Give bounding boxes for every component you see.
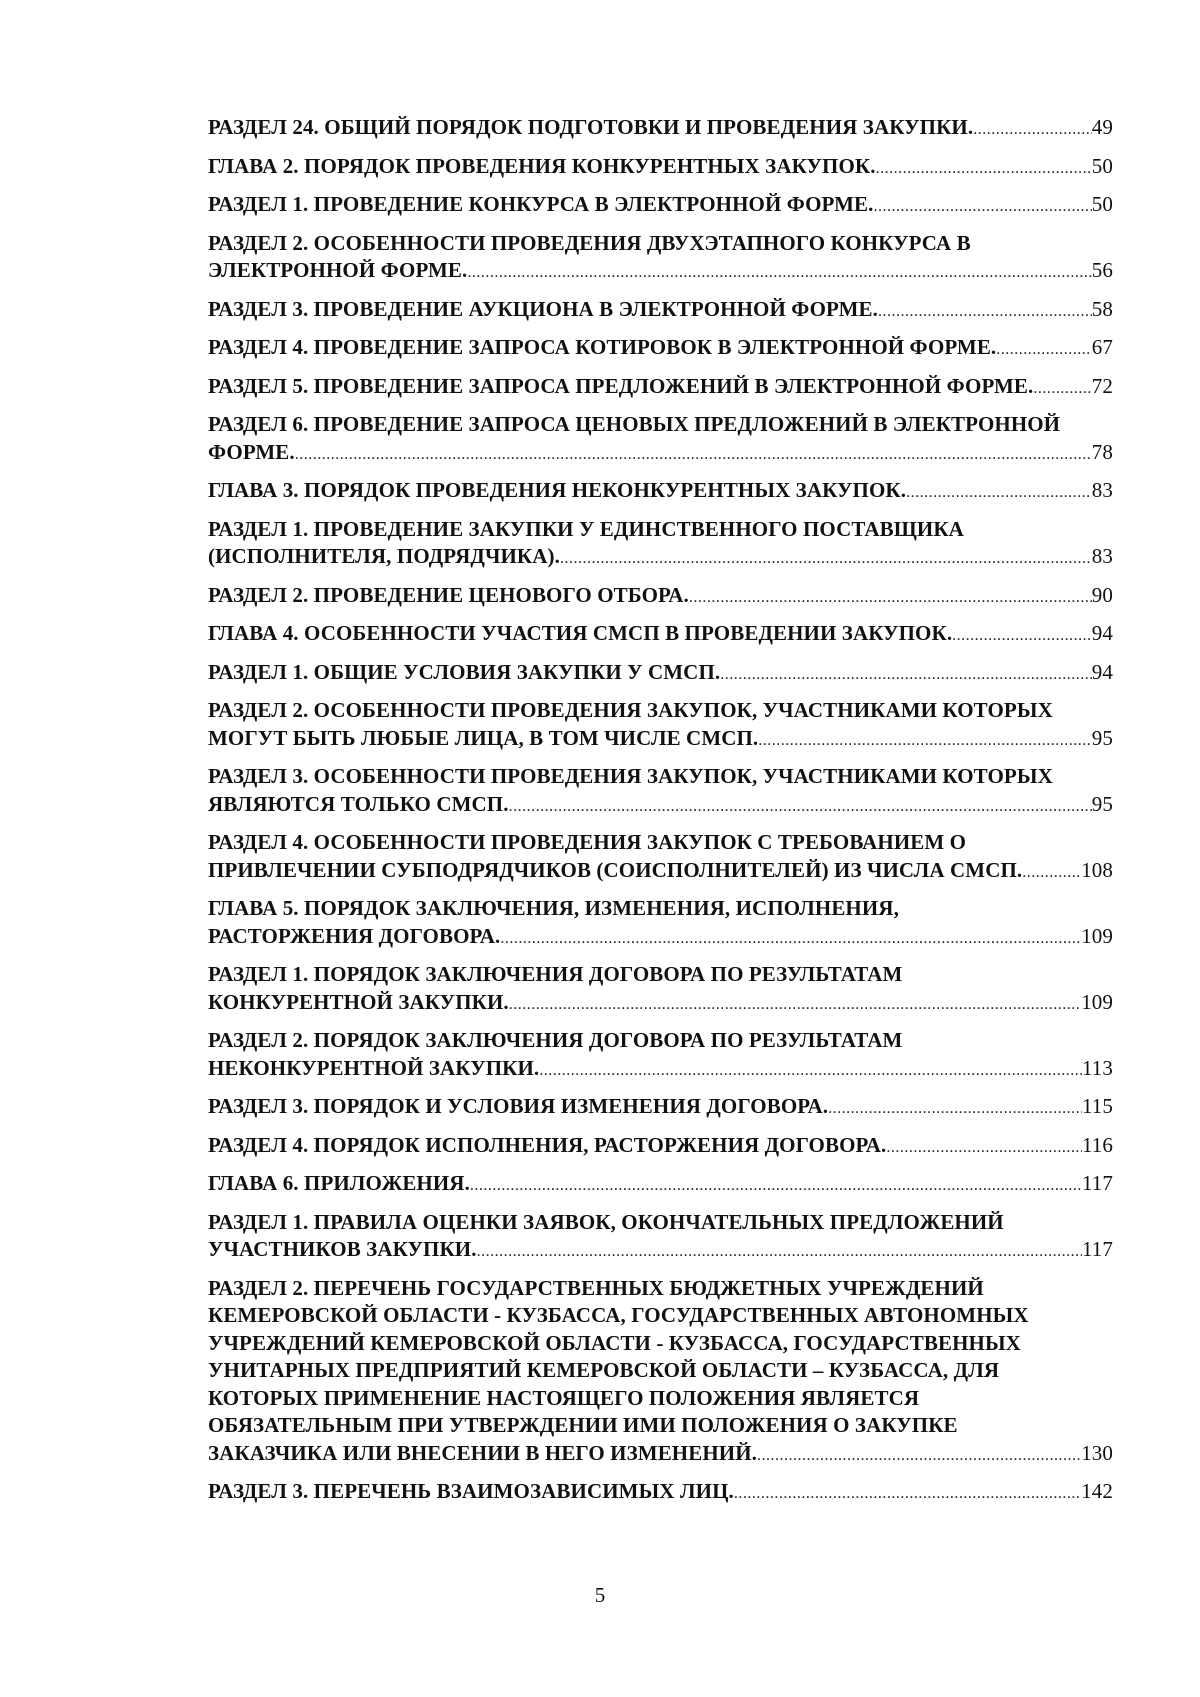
dot-leader [500,925,1081,953]
toc-page-number: 117 [1081,1171,1113,1195]
toc-entry-row [208,620,1113,650]
toc-entry[interactable] [208,763,1113,820]
toc-page-number: 109 [1081,923,1113,948]
toc-entry-row [208,334,1113,364]
toc-entry[interactable] [208,114,1113,144]
toc-entry[interactable] [208,895,1113,952]
dot-leader [952,622,1092,650]
toc-page-number: 83 [1091,544,1113,568]
toc-page-number: 108 [1081,857,1113,882]
toc-entry[interactable] [208,1209,1113,1266]
toc-entry-title-line: КОНКУРЕНТНОЙ ЗАКУПКИ. [208,989,509,1014]
toc-entry-row [208,1440,1113,1470]
toc-page-number: 113 [1081,1055,1113,1080]
dot-leader [560,545,1092,573]
toc-entry[interactable] [208,697,1113,754]
toc-entry-row [208,477,1113,507]
toc-entry-title-line: РАЗДЕЛ 1. ПРОВЕДЕНИЕ ЗАКУПКИ У ЕДИНСТВЕННОГО ПОСТАВЩИКА [208,516,964,541]
toc-entry-title-line: РАЗДЕЛ 2. ОСОБЕННОСТИ ПРОВЕДЕНИЯ ЗАКУПОК, УЧАСТНИКАМИ КОТОРЫХ [208,698,1053,722]
toc-entry-row [208,153,1113,183]
dot-leader [886,1134,1082,1162]
toc-page-number: 83 [1091,478,1113,502]
dot-leader [876,155,1092,183]
toc-entry-row [208,1478,1113,1508]
toc-entry-row [208,659,1113,689]
toc-entry[interactable] [208,516,1113,573]
dot-leader [758,727,1092,755]
toc-entry-title-line: РАЗДЕЛ 24. ОБЩИЙ ПОРЯДОК ПОДГОТОВКИ И ПРОВЕДЕНИЯ ЗАКУПКИ. [208,115,974,139]
toc-entry-title-line: РАЗДЕЛ 2. ПРОВЕДЕНИЕ ЦЕНОВОГО ОТБОРА. [208,582,689,607]
toc-entry[interactable] [208,1275,1113,1470]
toc-entry-title-line: ГЛАВА 6. ПРИЛОЖЕНИЯ. [208,1171,470,1195]
toc-entry[interactable] [208,1170,1113,1200]
toc-page-number: 67 [1091,335,1113,359]
toc-entry-title-line: НЕКОНКУРЕНТНОЙ ЗАКУПКИ. [208,1055,540,1080]
toc-page-number: 95 [1091,725,1113,750]
toc-page-number: 130 [1081,1440,1113,1465]
toc-entry-row [208,1055,1113,1085]
toc-page-number: 78 [1091,439,1113,464]
toc-entry[interactable] [208,961,1113,1018]
toc-entry-row [208,373,1113,403]
toc-entry-row [208,439,1113,469]
toc-entry-row [208,191,1113,221]
toc-entry[interactable] [208,477,1113,507]
toc-entry[interactable] [208,1093,1113,1123]
toc-entry[interactable] [208,659,1113,689]
toc-entry-title-line: РАЗДЕЛ 4. ПРОВЕДЕНИЕ ЗАПРОСА КОТИРОВОК В ЭЛЕКТРОННОЙ ФОРМЕ. [208,335,997,359]
toc-entry-title-line: ОБЯЗАТЕЛЬНЫМ ПРИ УТВЕРЖДЕНИИ ИМИ ПОЛОЖЕНИЯ О ЗАКУПКЕ [208,1413,958,1437]
toc-page-number: 109 [1081,989,1113,1014]
dot-leader [1022,859,1081,887]
toc-page-number: 94 [1091,621,1113,645]
toc-entry-title-line: ЗАКАЗЧИКА ИЛИ ВНЕСЕНИИ В НЕГО ИЗМЕНЕНИЙ. [208,1440,757,1465]
dot-leader [906,479,1092,507]
dot-leader [734,1480,1081,1508]
dot-leader [878,298,1092,326]
toc-entry-title-line: ГЛАВА 3. ПОРЯДОК ПРОВЕДЕНИЯ НЕКОНКУРЕНТНЫХ ЗАКУПОК. [208,478,907,502]
dot-leader [470,1172,1082,1200]
toc-entry-row [208,296,1113,326]
toc-entry-title-line: РАЗДЕЛ 3. ПРОВЕДЕНИЕ АУКЦИОНА В ЭЛЕКТРОННОЙ ФОРМЕ. [208,296,878,321]
toc-page-number: 116 [1081,1132,1113,1157]
toc-page-number: 142 [1081,1479,1113,1503]
dot-leader [689,584,1092,612]
toc-page-number: 50 [1091,192,1113,216]
toc-entry-title-line: РАЗДЕЛ 1. ОБЩИЕ УСЛОВИЯ ЗАКУПКИ У СМСП. [208,659,721,684]
toc-entry[interactable] [208,191,1113,221]
toc-page-number: 49 [1091,115,1113,139]
toc-page-number: 72 [1091,373,1113,398]
toc-entry-title-line: ЭЛЕКТРОННОЙ ФОРМЕ. [208,258,468,282]
toc-entry[interactable] [208,411,1113,468]
dot-leader [757,1442,1081,1470]
toc-entry[interactable] [208,373,1113,403]
toc-page-number: 50 [1091,153,1113,178]
toc-entry-title-line: РАЗДЕЛ 4. ОСОБЕННОСТИ ПРОВЕДЕНИЯ ЗАКУПОК С ТРЕБОВАНИЕМ О [208,830,967,854]
toc-entry-title-line: РАЗДЕЛ 3. ПЕРЕЧЕНЬ ВЗАИМОЗАВИСИМЫХ ЛИЦ. [208,1479,734,1503]
toc-entry-row [208,543,1113,573]
dot-leader [295,441,1092,469]
toc-entry-title-line: РАЗДЕЛ 3. ПОРЯДОК И УСЛОВИЯ ИЗМЕНЕНИЯ ДОГОВОРА. [208,1094,829,1118]
toc-entry-row [208,582,1113,612]
toc-entry-title-line: РАЗДЕЛ 2. ПОРЯДОК ЗАКЛЮЧЕНИЯ ДОГОВОРА ПО РЕЗУЛЬТАТАМ [208,1028,903,1052]
toc-entry-title-line: ПРИВЛЕЧЕНИИ СУБПОДРЯДЧИКОВ (СОИСПОЛНИТЕЛЕЙ) ИЗ ЧИСЛА СМСП. [208,857,1023,882]
dot-leader [509,793,1092,821]
toc-entry-title-line: УНИТАРНЫХ ПРЕДПРИЯТИЙ КЕМЕРОВСКОЙ ОБЛАСТИ – КУЗБАССА, ДЛЯ [208,1358,1000,1382]
toc-entry[interactable] [208,1132,1113,1162]
dot-leader [509,991,1081,1019]
dot-leader [539,1057,1082,1085]
dot-leader [873,193,1091,221]
toc-entry-title-line: РАЗДЕЛ 1. ПОРЯДОК ЗАКЛЮЧЕНИЯ ДОГОВОРА ПО РЕЗУЛЬТАТАМ [208,962,903,986]
page-number: 5 [594,1583,606,1607]
dot-leader [1033,375,1091,403]
toc-page-number: 90 [1091,582,1113,607]
toc-entry-title-line: ГЛАВА 2. ПОРЯДОК ПРОВЕДЕНИЯ КОНКУРЕНТНЫХ ЗАКУПОК. [208,153,876,178]
toc-entry-title-line: ГЛАВА 5. ПОРЯДОК ЗАКЛЮЧЕНИЯ, ИЗМЕНЕНИЯ, ИСПОЛНЕНИЯ, [208,896,899,920]
toc-entry-title-line: ЯВЛЯЮТСЯ ТОЛЬКО СМСП. [208,791,509,816]
toc-entry-title-line: УЧАСТНИКОВ ЗАКУПКИ. [208,1237,477,1261]
toc-entry[interactable] [208,296,1113,326]
toc-entry-title-line: ГЛАВА 4. ОСОБЕННОСТИ УЧАСТИЯ СМСП В ПРОВЕДЕНИИ ЗАКУПОК. [208,621,953,645]
toc-entry-row [208,1093,1113,1123]
toc-entry-title-line: КОТОРЫХ ПРИМЕНЕНИЕ НАСТОЯЩЕГО ПОЛОЖЕНИЯ ЯВЛЯЕТСЯ [208,1385,920,1410]
dot-leader [996,336,1092,364]
toc-entry-row [208,989,1113,1019]
toc-entry-title-line: КЕМЕРОВСКОЙ ОБЛАСТИ - КУЗБАССА, ГОСУДАРСТВЕННЫХ АВТОНОМНЫХ [208,1303,1029,1327]
toc-entry-title-line: РАЗДЕЛ 1. ПРОВЕДЕНИЕ КОНКУРСА В ЭЛЕКТРОННОЙ ФОРМЕ. [208,192,874,216]
table-of-contents [208,114,1113,1517]
toc-entry-row [208,1170,1113,1200]
toc-page-number: 117 [1081,1237,1113,1261]
dot-leader [720,661,1092,689]
dot-leader [828,1095,1082,1123]
toc-entry-row [208,923,1113,953]
toc-entry-title-line: РАЗДЕЛ 1. ПРАВИЛА ОЦЕНКИ ЗАЯВОК, ОКОНЧАТЕЛЬНЫХ ПРЕДЛОЖЕНИЙ [208,1209,1004,1234]
toc-entry-title-line: УЧРЕЖДЕНИЙ КЕМЕРОВСКОЙ ОБЛАСТИ - КУЗБАССА, ГОСУДАРСТВЕННЫХ [208,1330,1021,1355]
toc-entry-title-line: РАЗДЕЛ 2. ПЕРЕЧЕНЬ ГОСУДАРСТВЕННЫХ БЮДЖЕТНЫХ УЧРЕЖДЕНИЙ [208,1275,984,1300]
dot-leader [973,116,1092,144]
toc-page-number: 56 [1091,258,1113,282]
dot-leader [467,259,1091,287]
toc-page-number: 58 [1091,296,1113,321]
toc-entry-row [208,257,1113,287]
toc-entry-title-line: РАЗДЕЛ 5. ПРОВЕДЕНИЕ ЗАПРОСА ПРЕДЛОЖЕНИЙ В ЭЛЕКТРОННОЙ ФОРМЕ. [208,373,1034,398]
toc-entry-row [208,857,1113,887]
toc-entry[interactable] [208,582,1113,612]
toc-page-number: 94 [1091,659,1113,684]
toc-page-number: 115 [1081,1094,1113,1118]
toc-entry[interactable] [208,1478,1113,1508]
dot-leader [477,1238,1082,1266]
toc-entry-row [208,725,1113,755]
toc-entry-title-line: МОГУТ БЫТЬ ЛЮБЫЕ ЛИЦА, В ТОМ ЧИСЛЕ СМСП. [208,725,759,750]
toc-page-number: 95 [1091,791,1113,816]
toc-entry-row [208,1236,1113,1266]
toc-entry[interactable] [208,334,1113,364]
toc-entry[interactable] [208,829,1113,886]
toc-entry-row [208,791,1113,821]
toc-entry-title-line: РАЗДЕЛ 2. ОСОБЕННОСТИ ПРОВЕДЕНИЯ ДВУХЭТАПНОГО КОНКУРСА В [208,230,971,255]
toc-entry-title-line: РАЗДЕЛ 3. ОСОБЕННОСТИ ПРОВЕДЕНИЯ ЗАКУПОК, УЧАСТНИКАМИ КОТОРЫХ [208,764,1053,788]
toc-entry[interactable] [208,153,1113,183]
toc-entry-row [208,114,1113,144]
toc-entry[interactable] [208,1027,1113,1084]
toc-entry[interactable] [208,620,1113,650]
toc-entry-title-line: РАЗДЕЛ 6. ПРОВЕДЕНИЕ ЗАПРОСА ЦЕНОВЫХ ПРЕДЛОЖЕНИЙ В ЭЛЕКТРОННОЙ [208,412,1061,436]
toc-entry-title-line: ФОРМЕ. [208,439,295,464]
toc-entry-row [208,1132,1113,1162]
toc-entry-title-line: РАСТОРЖЕНИЯ ДОГОВОРА. [208,923,501,948]
toc-entry[interactable] [208,230,1113,287]
toc-entry-title-line: РАЗДЕЛ 4. ПОРЯДОК ИСПОЛНЕНИЯ, РАСТОРЖЕНИЯ ДОГОВОРА. [208,1132,887,1157]
toc-entry-title-line: (ИСПОЛНИТЕЛЯ, ПОДРЯДЧИКА). [208,544,560,568]
